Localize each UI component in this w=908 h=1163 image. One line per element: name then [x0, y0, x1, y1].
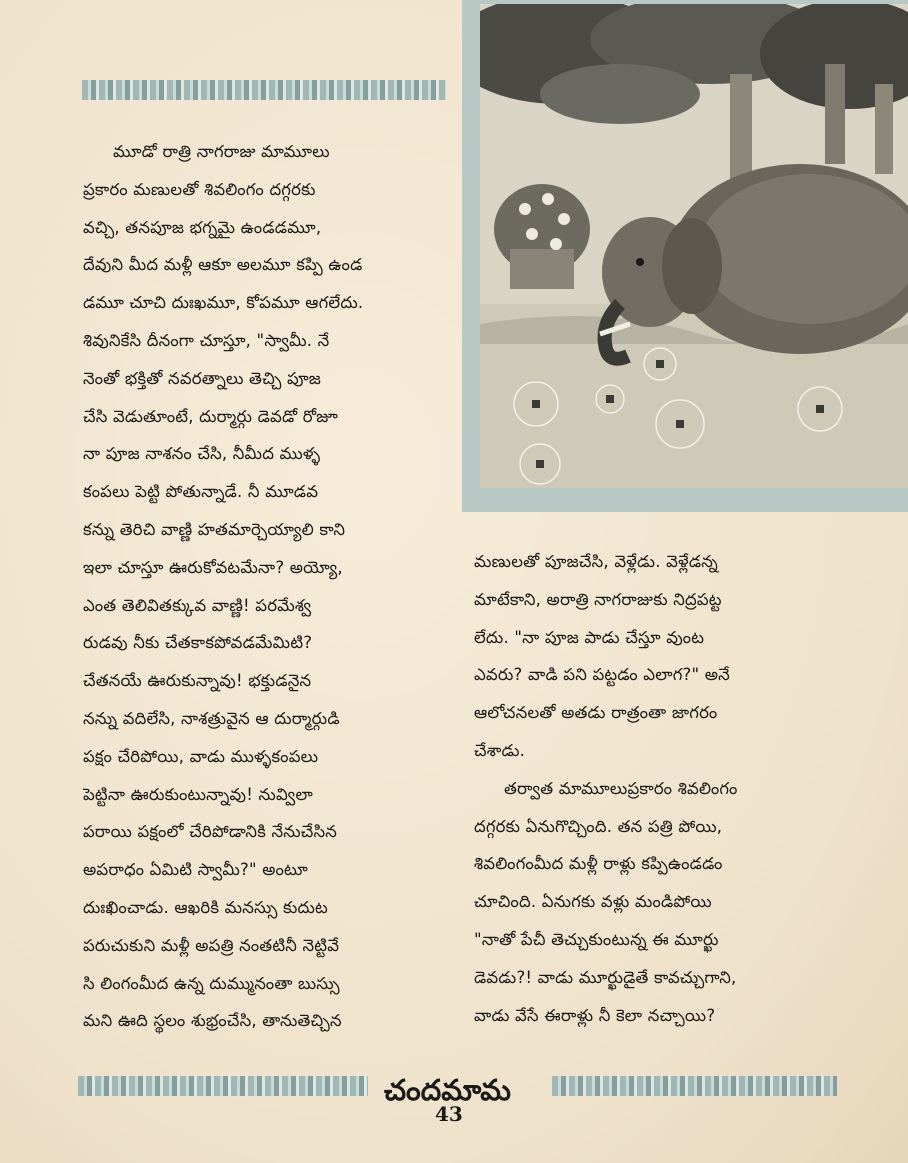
text-line: మూడో రాత్రి నాగరాజు మామూలు [113, 142, 330, 161]
text-line: చేతనయే ఊరుకున్నావు! భక్తుడనైన [83, 671, 312, 691]
right-text-column [474, 543, 854, 1034]
text-line: నన్ను వదిలేసి, నాశత్రువైన ఆ దుర్మార్గుడి [83, 708, 340, 728]
text-line: పరాయి పక్షంలో చేరిపోడానికి నేనుచేసిన [83, 822, 338, 842]
text-line: డెవడు?! వాడు మూర్ఖుడైతే కావచ్చుగాని, [474, 967, 737, 987]
text-line: వచ్చి, తనపూజ భగ్నమై ఉండడమూ, [83, 217, 322, 237]
illustration-drawing [480, 4, 908, 488]
top-decorative-border [82, 80, 446, 100]
text-line: శివునికేసి దీనంగా చూస్తూ, "స్వామీ. నే [83, 330, 330, 350]
text-line: నెంతో భక్తితో నవరత్నాలు తెచ్చి పూజ [83, 368, 322, 388]
text-line: వాడు వేసే ఈరాళ్లు నీ కెలా నచ్చాయి? [474, 1005, 716, 1025]
text-line: దగ్గరకు ఏనుగొచ్చింది. తన పత్రి పోయి, [474, 816, 723, 836]
text-line: చూచింది. ఏనుగకు వళ్లు మండిపోయి [474, 892, 712, 912]
text-line: రుడవు నీకు చేతకాకపోవడమేమిటి? [83, 633, 313, 653]
text-line: మని ఊది స్థలం శుభ్రంచేసి, తానుతెచ్చిన [83, 1011, 342, 1031]
text-line: కన్ను తెరిచి వాణ్ణి హతమార్చెయ్యాలి కాని [83, 519, 346, 539]
footer-right-border [552, 1076, 837, 1096]
text-line: శివలింగంమీద మళ్లీ రాళ్లు కప్పిఉండడం [474, 854, 723, 874]
text-line: ప్రకారం మణులతో శివలింగం దగ్గరకు [83, 179, 316, 199]
page-number: 43 [435, 1102, 463, 1126]
elephant-illustration-icon [462, 0, 908, 512]
text-line: ఆలోచనలతో అతడు రాత్రంతా జాగరం [474, 703, 718, 723]
text-line: పరుచుకుని మళ్లీ అపత్రి నంతటినీ నెట్టివే [83, 935, 340, 955]
text-line: ఎవరు? వాడి పని పట్టడం ఎలాగ?" అనే [474, 665, 730, 685]
text-line: మాటేకాని, అరాత్రి నాగరాజుకు నిద్రపట్ట [474, 589, 722, 609]
text-line: ఇలా చూస్తూ ఊరుకోవటమేనా? అయ్యో, [83, 557, 343, 577]
text-line: లేదు. "నా పూజ పాడు చేస్తూ వుంట [474, 627, 705, 647]
text-line: డమూ చూచి దుఃఖమూ, కోపమూ ఆగలేదు. [83, 293, 364, 313]
text-line: కంపలు పెట్టి పోతున్నాడే. నీ మూడవ [83, 482, 319, 502]
text-line: దుఃఖించాడు. ఆఖరికి మనస్సు కుదుట [83, 897, 328, 917]
text-line: పక్షం చేరిపోయి, వాడు ముళ్ళకంపలు [83, 746, 319, 766]
text-line: దేవుని మీద మళ్లీ ఆకూ అలమూ కప్పి ఉండ [83, 255, 363, 275]
text-line: పెట్టినా ఊరుకుంటున్నావు! నువ్విలా [83, 784, 313, 804]
text-line: నా పూజ నాశనం చేసి, నీమీద ముళ్ళ [83, 444, 321, 464]
text-line: సి లింగంమీద ఉన్న దుమ్మునంతా బుస్సు [83, 973, 340, 993]
footer-left-border [78, 1076, 368, 1096]
text-line: మణులతో పూజచేసి, వెళ్లేడు. వెళ్లేడన్న [474, 552, 718, 571]
text-line: "నాతో పేచీ తెచ్చుకుంటున్న ఈ మూర్ఖు [474, 929, 719, 949]
text-line: అపరాధం ఏమిటి స్వామీ?" అంటూ [83, 860, 308, 880]
text-line: ఎంత తెలివితక్కువ వాణ్ణి! పరమేశ్వ [83, 595, 312, 615]
magazine-title: చందమామ [384, 1073, 511, 1107]
left-text-column [83, 133, 453, 1040]
text-line: తర్వాత మామూలుప్రకారం శివలింగం [504, 778, 738, 798]
text-line: చేసి వెడుతూంటే, దుర్మార్గు డెవడో రోజూ [83, 406, 339, 426]
text-line: చేశాడు. [474, 740, 526, 760]
